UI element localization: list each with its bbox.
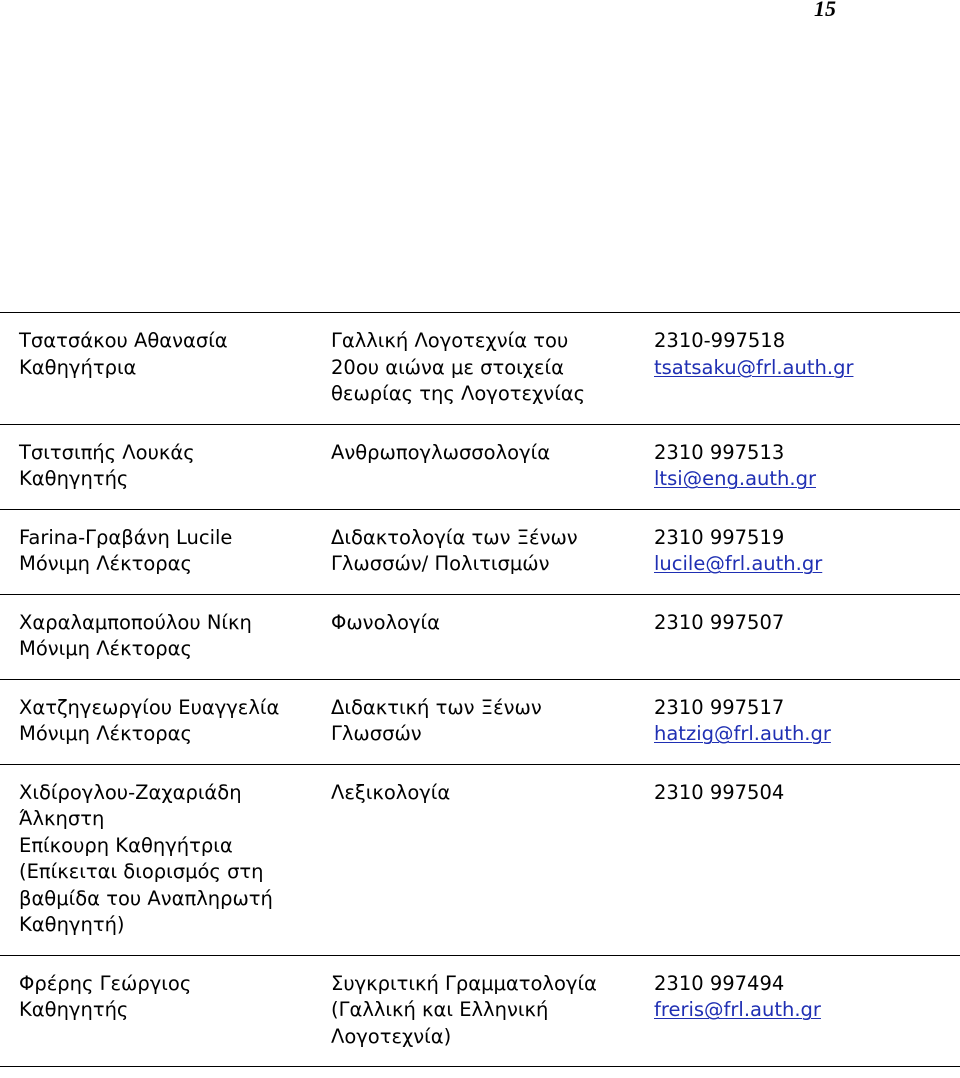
staff-name-cell [0,424,331,509]
staff-subject-line: Διδακτική των Ξένων [331,695,542,719]
staff-title-line: Καθηγητής [19,998,129,1021]
staff-title-line: Επίκουρη Καθηγήτρια [19,833,233,857]
staff-subject-line: Λεξικολογία [331,780,451,804]
staff-subject-line: (Γαλλική και Ελληνική [331,998,549,1021]
staff-row [0,594,960,679]
staff-subject-line: θεωρίας της Λογοτεχνίας [331,382,586,405]
staff-subject-cell [331,955,654,1067]
staff-row [0,955,960,1067]
staff-name-cell [0,764,331,955]
staff-phone: 2310 997517 [654,695,785,719]
staff-email-link[interactable]: hatzig@frl.auth.gr [654,722,831,745]
page-number: 15 [814,0,836,21]
staff-title-line: (Επίκειται διορισμός στη [19,860,264,883]
staff-subject-line: 20ου αιώνα με στοιχεία [331,355,564,379]
staff-name: Χατζηγεωργίου Ευαγγελία [19,695,280,719]
staff-name-cell [0,509,331,594]
staff-subject-cell [331,424,654,509]
staff-phone: 2310 997504 [654,780,785,804]
staff-name: Χαραλαμποπούλου Νίκη [19,610,252,634]
staff-phone: 2310 997519 [654,525,785,549]
staff-contact-cell [654,764,960,955]
staff-title-line: Μόνιμη Λέκτορας [19,722,192,745]
staff-subject-line: Συγκριτική Γραμματολογία [331,971,597,995]
staff-name: Τσατσάκου Αθανασία [19,329,228,352]
staff-subject-cell [331,509,654,594]
staff-email-link[interactable]: tsatsaku@frl.auth.gr [654,355,854,379]
staff-email-link[interactable]: freris@frl.auth.gr [654,998,821,1021]
staff-row [0,679,960,764]
staff-email-link[interactable]: lucile@frl.auth.gr [654,552,823,575]
staff-subject-line: Φωνολογία [331,610,440,634]
staff-name: Φρέρης Γεώργιος [19,971,192,995]
staff-contact-cell [654,313,960,425]
staff-email-link[interactable]: ltsi@eng.auth.gr [654,467,816,490]
staff-title-line: Καθηγητή) [19,913,125,936]
staff-table-body [0,313,960,1067]
staff-subject-line: Ανθρωπογλωσσολογία [331,440,551,464]
staff-name: Τσιτσιπής Λουκάς [19,440,195,464]
staff-row [0,509,960,594]
staff-subject-line: Γλωσσών [331,722,422,745]
staff-row [0,764,960,955]
staff-phone: 2310-997518 [654,329,786,352]
staff-subject-line: Λογοτεχνία) [331,1024,452,1048]
staff-title-line: Μόνιμη Λέκτορας [19,637,192,660]
staff-title-line: Καθηγητής [19,467,129,490]
staff-subject-line: Γλωσσών/ Πολιτισμών [331,552,550,575]
staff-title-line: Καθηγήτρια [19,355,137,379]
staff-name: Χιδίρογλου-Ζαχαριάδη [19,780,242,804]
staff-name-cell [0,955,331,1067]
staff-table [0,312,960,1067]
staff-subject-line: Διδακτολογία των Ξένων [331,525,578,549]
staff-subject-cell [331,679,654,764]
staff-subject-line: Γαλλική Λογοτεχνία του [331,329,569,352]
staff-name-cell [0,594,331,679]
staff-contact-cell [654,594,960,679]
staff-phone: 2310 997507 [654,610,785,634]
staff-contact-cell [654,955,960,1067]
staff-row [0,424,960,509]
staff-name-cell [0,313,331,425]
staff-title-line: Άλκηστη [19,807,105,830]
staff-contact-cell [654,679,960,764]
staff-row [0,313,960,425]
staff-contact-cell [654,509,960,594]
staff-phone: 2310 997494 [654,971,785,995]
staff-subject-cell [331,313,654,425]
staff-name: Farina-Γραβάνη Lucile [19,525,233,549]
staff-name-cell [0,679,331,764]
staff-contact-cell [654,424,960,509]
staff-title-line: βαθμίδα του Αναπληρωτή [19,886,273,910]
staff-title-line: Μόνιμη Λέκτορας [19,552,192,575]
staff-phone: 2310 997513 [654,440,785,464]
staff-subject-cell [331,764,654,955]
staff-subject-cell [331,594,654,679]
